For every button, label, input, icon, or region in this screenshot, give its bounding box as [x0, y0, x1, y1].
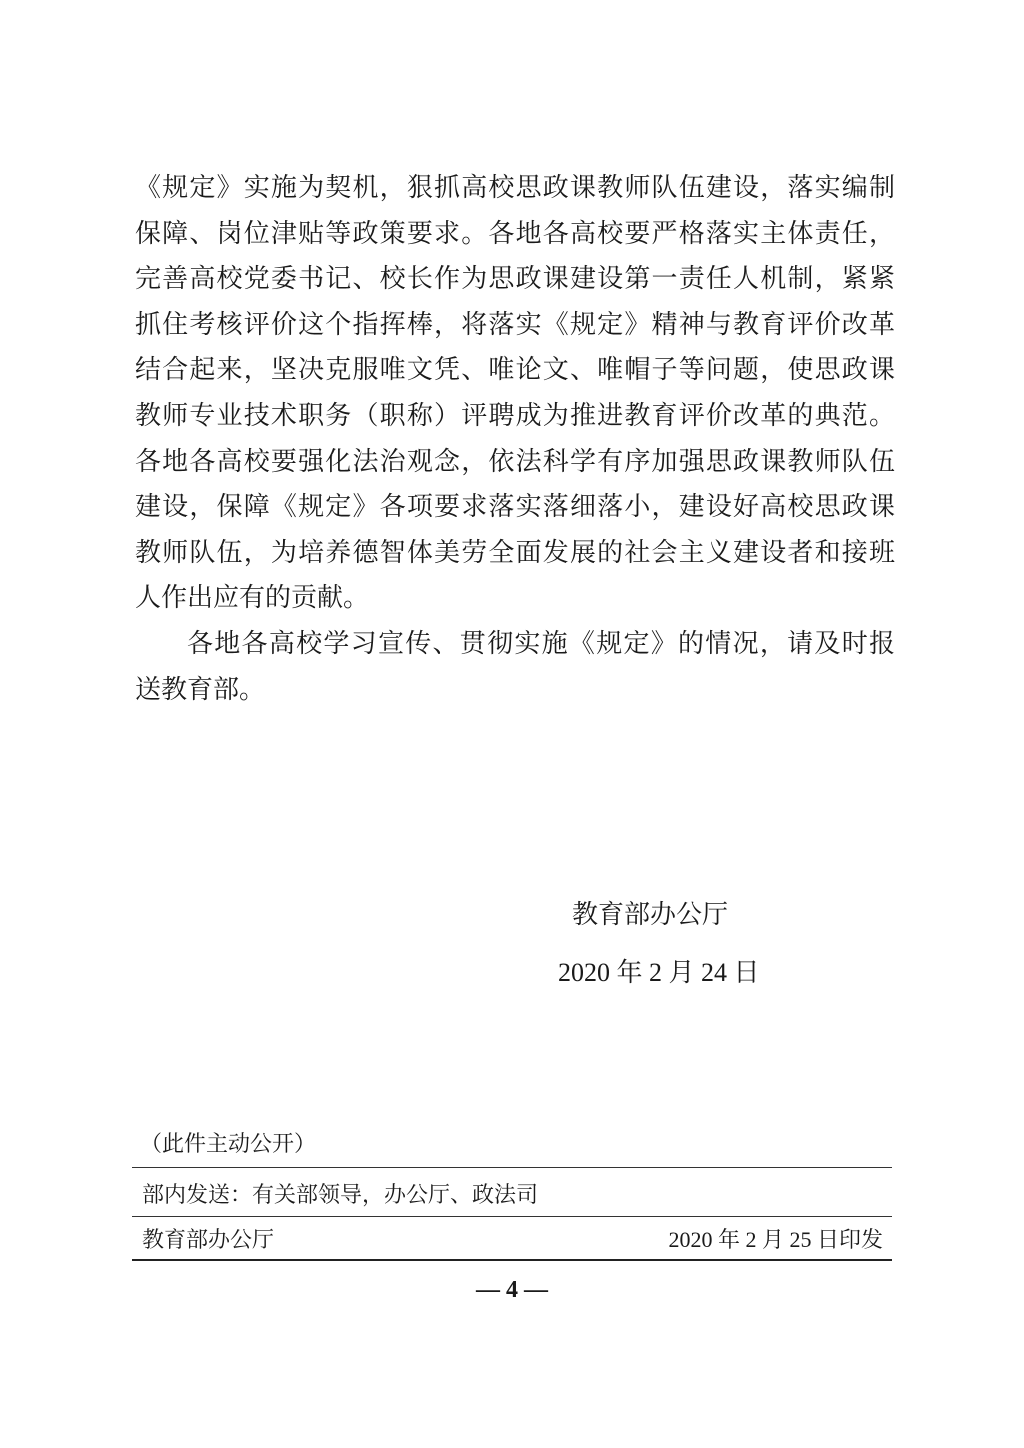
body-line-3: 完善高校党委书记、校长作为思政课建设第一责任人机制，紧紧 [135, 264, 895, 295]
body-line-12: 送教育部。 [135, 674, 266, 705]
disclosure-note: （此件主动公开） [140, 1132, 317, 1157]
body-line-4: 抓住考核评价这个指挥棒，将落实《规定》精神与教育评价改革 [135, 309, 895, 340]
body-text [135, 166, 895, 713]
body-line-9: 教师队伍，为培养德智体美劳全面发展的社会主义建设者和接班 [135, 537, 895, 568]
footer-rule-middle [132, 1216, 892, 1217]
body-line-1: 《规定》实施为契机，狠抓高校思政课教师队伍建设，落实编制 [135, 173, 895, 203]
signature-organization: 教育部办公厅 [572, 900, 729, 930]
issue-date: 2020 年 2 月 25 日印发 [668, 1227, 883, 1252]
body-line-2: 保障、岗位津贴等政策要求。各地各高校要严格落实主体责任， [135, 218, 895, 249]
body-line-8: 建设，保障《规定》各项要求落实落细落小，建设好高校思政课 [135, 492, 895, 523]
body-line-7: 各地各高校要强化法治观念，依法科学有序加强思政课教师队伍 [135, 446, 895, 477]
footer-rule-bottom [132, 1259, 892, 1261]
issuer-name: 教育部办公厅 [142, 1228, 275, 1253]
copy-to-line: 部内发送：有关部领导，办公厅、政法司 [142, 1183, 539, 1208]
body-line-10: 人作出应有的贡献。 [135, 583, 370, 614]
body-line-5: 结合起来，坚决克服唯文凭、唯论文、唯帽子等问题，使思政课 [135, 355, 895, 386]
body-line-11: 各地各高校学习宣传、贯彻实施《规定》的情况，请及时报 [187, 628, 895, 659]
body-line-6: 教师专业技术职务（职称）评聘成为推进教育评价改革的典范。 [135, 400, 895, 431]
footer-rule-top [132, 1167, 892, 1168]
signature-date: 2020 年 2 月 24 日 [558, 958, 760, 987]
page-number: — 4 — [476, 1277, 548, 1303]
